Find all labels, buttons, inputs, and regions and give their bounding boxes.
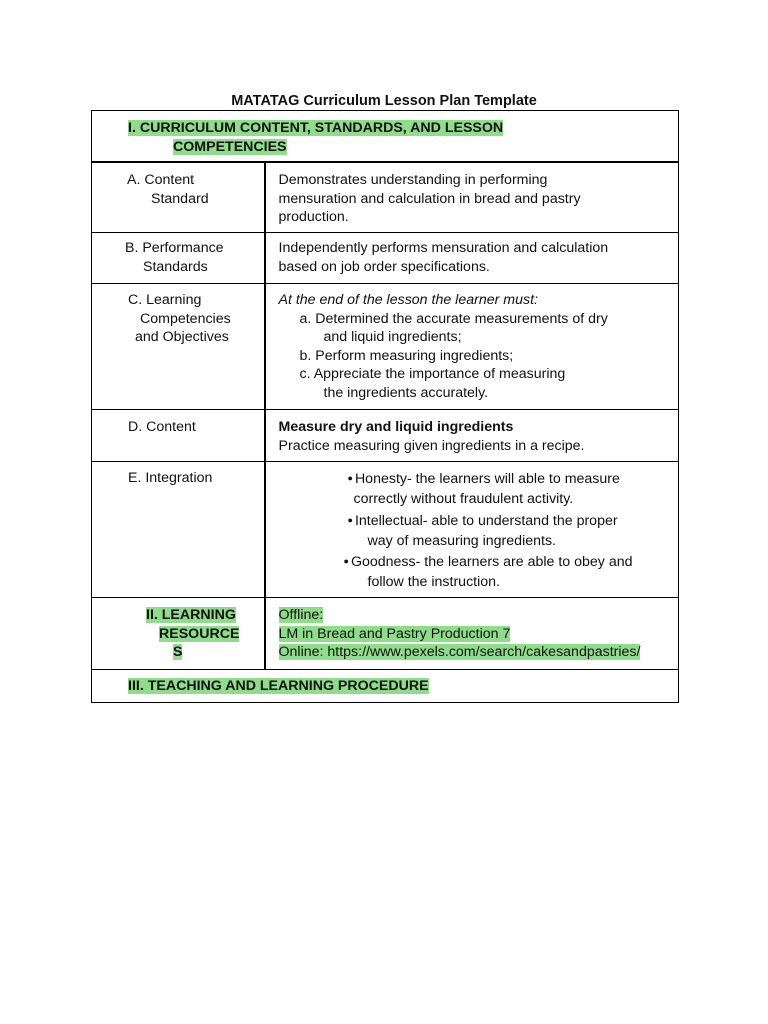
section-1-heading-line2: COMPETENCIES [173, 138, 287, 155]
resources-lm: LM in Bread and Pastry Production 7 [278, 625, 511, 642]
content-row [92, 410, 679, 462]
content-heading: Measure dry and liquid ingredients [278, 419, 514, 435]
content-label: D. Content [128, 419, 196, 435]
learning-competencies-row [92, 284, 679, 410]
integration-goodness-line2: follow the instruction. [367, 574, 500, 591]
integration-intellectual-line1: Intellectual- able to understand the proper [354, 512, 618, 529]
section-3-row [92, 670, 679, 703]
lesson-plan-table [91, 110, 679, 703]
content-standard-label-line1: A. Content [127, 172, 195, 188]
resources-offline: Offline: [278, 607, 324, 623]
integration-label: E. Integration [128, 470, 213, 486]
section-1-row [92, 111, 679, 163]
learning-competencies-label-line3: and Objectives [135, 329, 229, 345]
integration-honesty-line2: correctly without fraudulent activity. [353, 491, 574, 508]
bullet-icon: ● [343, 556, 349, 567]
section-3-heading: III. TEACHING AND LEARNING PROCEDURE [128, 678, 429, 694]
performance-standards-text-line1: Independently performs mensuration and calculation [278, 240, 609, 256]
learning-resources-row [92, 598, 679, 670]
integration-row [92, 462, 679, 598]
performance-standards-label-line2: Standards [143, 258, 208, 275]
learning-competencies-label-line1: C. Learning [128, 292, 202, 308]
content-standard-text-line3: production. [278, 209, 349, 225]
learning-competencies-label-line2: Competencies [140, 310, 231, 327]
performance-standards-text-line2: based on job order specifications. [278, 258, 490, 275]
objective-b: b. Perform measuring ingredients; [299, 347, 514, 364]
learning-resources-label-line1: II. LEARNING [146, 607, 236, 623]
document-title: MATATAG Curriculum Lesson Plan Template [231, 93, 537, 109]
content-standard-text-line1: Demonstrates understanding in performing [278, 172, 548, 188]
resources-online-link[interactable]: Online: https://www.pexels.com/search/cakesandpastries/ [278, 644, 641, 660]
content-standard-text-line2: mensuration and calculation in bread and pastry [278, 190, 581, 207]
performance-standards-row [92, 233, 679, 284]
objective-c-line1: c. Appreciate the importance of measuring [299, 366, 566, 382]
section-1-heading-line1: I. CURRICULUM CONTENT, STANDARDS, AND LESSON [128, 120, 504, 136]
integration-intellectual-line2: way of measuring ingredients. [367, 532, 556, 549]
learning-resources-label-line3: S [173, 644, 183, 660]
learning-resources-label-line2: RESOURCE [159, 625, 240, 642]
integration-honesty-line1: Honesty- the learners will able to measure [354, 471, 620, 487]
objectives-intro: At the end of the lesson the learner must: [278, 292, 538, 308]
content-text: Practice measuring given ingredients in a recipe. [278, 437, 585, 454]
bullet-icon: ● [347, 514, 353, 525]
integration-goodness-line1: Goodness- the learners are able to obey and [350, 554, 633, 571]
content-standard-label-line2: Standard [151, 190, 209, 207]
content-standard-row [92, 162, 679, 233]
objective-c-line2: the ingredients accurately. [323, 384, 489, 401]
bullet-icon: ● [347, 473, 353, 483]
objective-a-line1: a. Determined the accurate measurements of dry [299, 310, 608, 327]
performance-standards-label-line1: B. Performance [125, 240, 224, 256]
objective-a-line2: and liquid ingredients; [323, 329, 462, 345]
